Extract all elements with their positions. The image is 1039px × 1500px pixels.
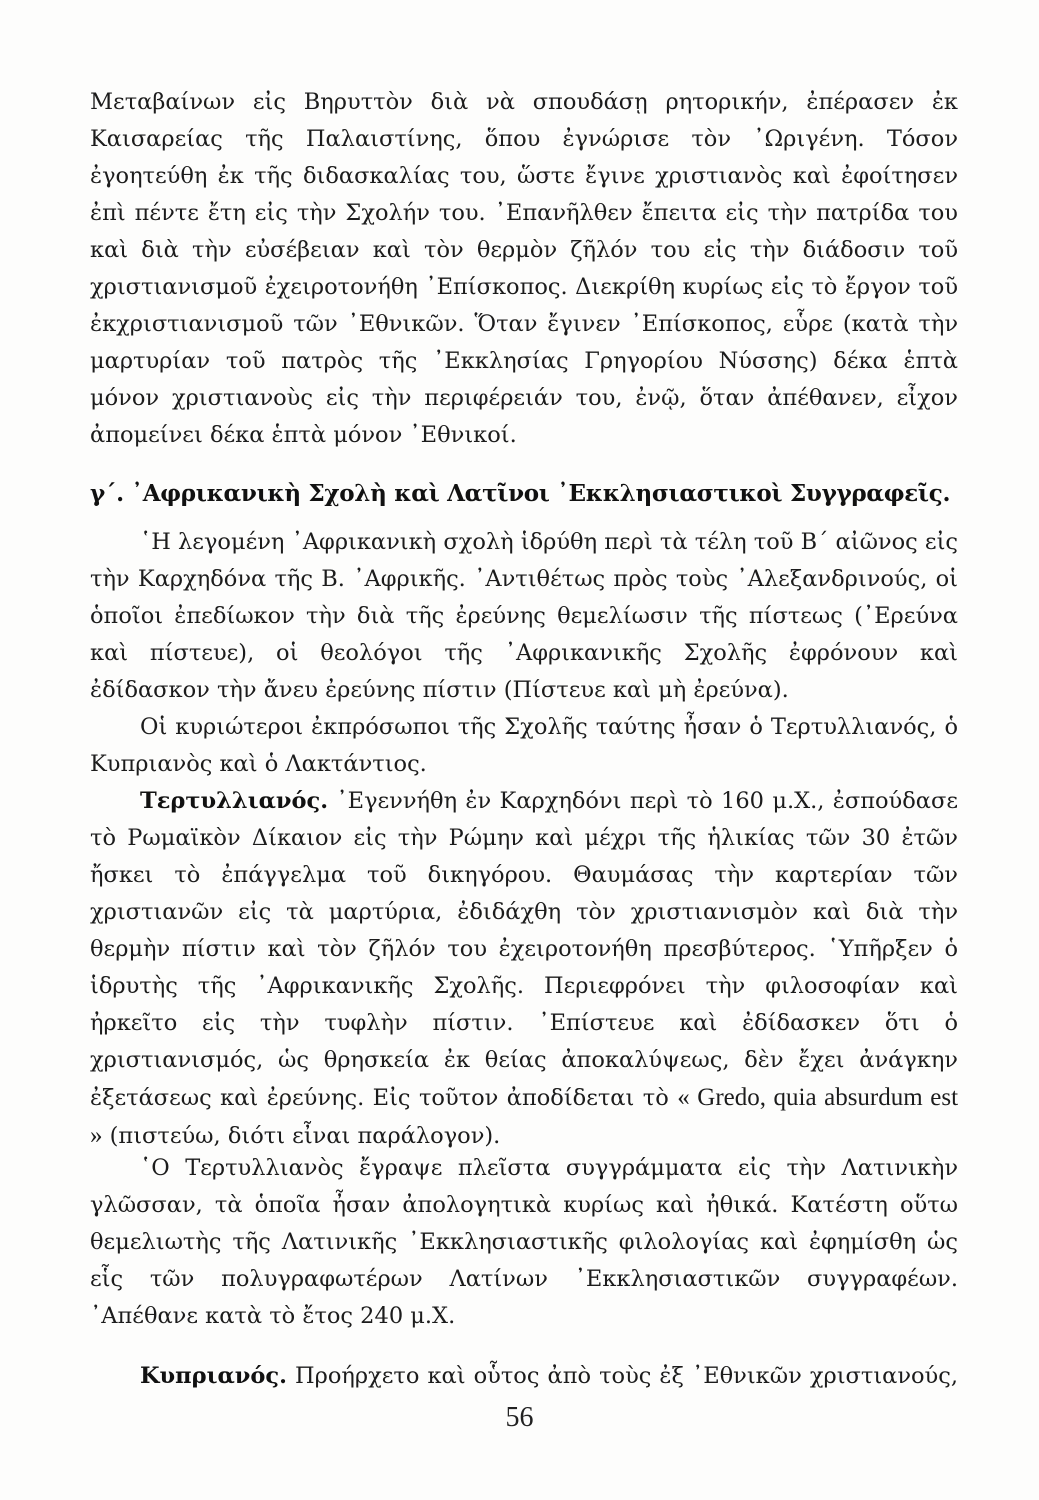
paragraph-cyprian [90, 1358, 958, 1395]
latin-quote: « Gredo, quia absurdum est » [90, 1084, 959, 1149]
paragraph-tertullian-works [90, 1150, 958, 1335]
paragraph-gregory-origen [90, 84, 958, 454]
paragraph-representatives [90, 709, 958, 783]
page-number: 56 [505, 1402, 534, 1433]
paragraph-text: ῾Η λεγομένη ᾿Αφρικανικὴ σχολὴ ἱδρύθη περὶ τὰ τέλη τοῦ Β΄ αἰῶνος εἰς τὴν Καρχηδόνα τῆς Β. ᾿Αφρικῆς. ᾿Αντιθέτως πρὸς τοὺς ᾿Αλεξανδρινούς, οἱ ὁποῖοι ἐπεδίωκον τὴν διὰ τῆς ἐρεύνης θεμελίωσιν τῆς πίστεως (᾿Ερεύνα καὶ πίστευε), οἱ θεολόγοι τῆς ᾿Αφρικανικῆς Σχολῆς ἐφρόνουν καὶ ἐδίδασκον τὴν ἄνευ ἐρεύνης πίστιν (Πίστευε καὶ μὴ ἐρεύνα). [90, 529, 958, 703]
paragraph-text: Οἱ κυριώτεροι ἐκπρόσωποι τῆς Σχολῆς ταύτης ἦσαν ὁ Τερτυλλιανός, ὁ Κυπριανὸς καὶ ὁ Λακτάντιος. [90, 714, 958, 777]
tertullian-lead: Τερτυλλιανός. [140, 788, 329, 814]
paragraph-tertullian [90, 783, 958, 1155]
section-heading: γ΄. ᾿Αφρικανικὴ Σχολὴ καὶ Λατῖνοι ᾿Εκκλησιαστικοὶ Συγγραφεῖς. [90, 480, 951, 507]
paragraph-text-after: (πιστεύω, διότι εἶναι παράλογον). [102, 1123, 501, 1149]
paragraph-text: ῾Ο Τερτυλλιανὸς ἔγραψε πλεῖστα συγγράμματα εἰς τὴν Λατινικὴν γλῶσσαν, τὰ ὁποῖα ἦσαν ἀπολογητικὰ κυρίως καὶ ἠθικά. Κατέστη οὕτω θεμελιωτὴς τῆς Λατινικῆς ᾿Εκκλησιαστικῆς φιλολογίας καὶ ἐφημίσθη ὡς εἷς τῶν πολυγραφωτέρων Λατίνων ᾿Εκκλησιαστικῶν συγγραφέων. ᾿Απέθανε κατὰ τὸ ἔτος 240 μ.Χ. [90, 1155, 958, 1329]
cyprian-lead: Κυπριανός. [140, 1363, 287, 1389]
paragraph-text: ᾿Εγεννήθη ἐν Καρχηδόνι περὶ τὸ 160 μ.Χ., ἐσπούδασε τὸ Ρωμαϊκὸν Δίκαιον εἰς τὴν Ρώμην καὶ μέχρι τῆς ἡλικίας τῶν 30 ἐτῶν ἤσκει τὸ ἐπάγγελμα τοῦ δικηγόρου. Θαυμάσας τὴν καρτερίαν τῶν χριστιανῶν εἰς τὰ μαρτύρια, ἐδιδάχθη τὸν χριστιανισμὸν καὶ διὰ τὴν θερμὴν πίστιν καὶ τὸν ζῆλόν του ἐχειροτονήθη πρεσβύτερος. ῾Υπῆρξεν ὁ ἱδρυτὴς τῆς ᾿Αφρικανικῆς Σχολῆς. Περιεφρόνει τὴν φιλοσοφίαν καὶ ἠρκεῖτο εἰς τὴν τυφλὴν πίστιν. ᾿Επίστευε καὶ ἐδίδασκεν ὅτι ὁ χριστιανισμός, ὡς θρησκεία ἐκ θείας ἀποκαλύψεως, δὲν ἔχει ἀνάγκην ἐξετάσεως καὶ ἐρεύνης. Εἰς τοῦτον ἀποδίδεται τὸ [90, 788, 958, 1111]
paragraph-text: Μεταβαίνων εἰς Βηρυττὸν διὰ νὰ σπουδάσῃ ρητορικήν, ἐπέρασεν ἐκ Καισαρείας τῆς Παλαιστίνης, ὅπου ἐγνώρισε τὸν ᾿Ωριγένη. Τόσον ἐγοητεύθη ἐκ τῆς διδασκαλίας του, ὥστε ἔγινε χριστιανὸς καὶ ἐφοίτησεν ἐπὶ πέντε ἔτη εἰς τὴν Σχολήν του. ᾿Επανῆλθεν ἔπειτα εἰς τὴν πατρίδα του καὶ διὰ τὴν εὐσέβειαν καὶ τὸν θερμὸν ζῆλόν του εἰς τὴν διάδοσιν τοῦ χριστιανισμοῦ ἐχειροτονήθη ᾿Επίσκοπος. Διεκρίθη κυρίως εἰς τὸ ἔργον τοῦ ἐκχριστιανισμοῦ τῶν ᾿Εθνικῶν. Ὅταν ἔγινεν ᾿Επίσκοπος, εὗρε (κατὰ τὴν μαρτυρίαν τοῦ πατρὸς τῆς ᾿Εκκλησίας Γρηγορίου Νύσσης) δέκα ἑπτὰ μόνον χριστιανοὺς εἰς τὴν περιφέρειάν του, ἐνῷ, ὅταν ἀπέθανεν, εἶχον ἀπομείνει δέκα ἑπτὰ μόνον ᾿Εθνικοί. [90, 89, 958, 448]
paragraph-text: Προήρχετο καὶ οὗτος ἀπὸ τοὺς ἐξ ᾿Εθνικῶν χριστιανούς, [286, 1363, 958, 1389]
paragraph-african-school [90, 524, 958, 709]
